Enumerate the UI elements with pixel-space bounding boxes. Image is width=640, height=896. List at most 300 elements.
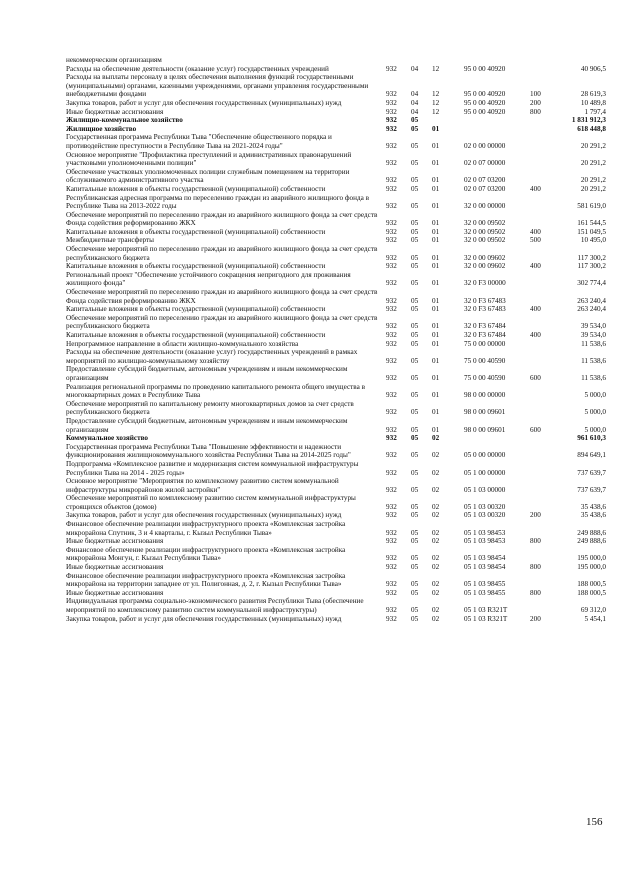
target-article-code: 05 0 00 00000 — [464, 451, 506, 460]
subsection-code: 01 — [432, 331, 440, 339]
table-row — [66, 443, 606, 460]
table-row — [66, 151, 606, 168]
amount: 117 300,2 — [577, 253, 606, 262]
amount: 737 639,7 — [577, 485, 606, 494]
section-code: 05 — [411, 124, 419, 133]
section-code: 05 — [411, 434, 419, 443]
expense-type-code: 800 — [530, 588, 541, 597]
amount: 188 000,5 — [577, 580, 606, 589]
section-code: 05 — [411, 279, 419, 288]
expense-type-code: 400 — [530, 184, 541, 193]
row-name: Республиканская адресная программа по переселению граждан из аварийного жилищного фонда в Республике Тыва на 2013-2022 годы — [66, 193, 370, 211]
amount: 20 291,2 — [580, 141, 606, 150]
section-code: 05 — [411, 528, 419, 537]
row-name: Обеспечение участковых уполномоченных полиции служебным помещением на территории обслуживаемого административного участка — [66, 167, 350, 185]
ministry-code: 932 — [386, 116, 397, 125]
section-code: 05 — [411, 116, 419, 125]
target-article-code: 95 0 00 40920 — [464, 90, 506, 99]
target-article-code: 05 1 03 98454 — [464, 563, 506, 572]
target-article-code: 32 0 00 00000 — [464, 202, 506, 211]
row-name: Межбюджетные трансферты — [66, 236, 154, 245]
row-name: Капитальные вложения в объекты государственной (муниципальной) собственности — [66, 305, 326, 314]
subsection-code: 01 — [432, 262, 440, 271]
target-article-code: 02 0 00 00000 — [464, 141, 506, 150]
row-name: Непрограммное направление в области жилищно-коммунального хозяйства — [66, 339, 299, 348]
table-row — [66, 589, 606, 598]
table-row — [66, 262, 606, 271]
row-name: Основное мероприятие "Профилактика преступлений и административных правонарушений участковыми уполномоченными полиции" — [66, 150, 352, 168]
section-code: 04 — [411, 90, 419, 99]
subsection-code: 02 — [432, 554, 440, 563]
amount: 188 000,5 — [577, 588, 606, 597]
ministry-code: 932 — [386, 236, 397, 245]
table-row — [66, 477, 606, 494]
section-code: 05 — [411, 296, 419, 305]
table-row — [66, 236, 606, 245]
section-code: 05 — [411, 425, 419, 434]
subsection-code: 01 — [432, 253, 440, 262]
table-row — [66, 133, 606, 150]
expense-type-code: 400 — [530, 227, 541, 236]
amount: 39 534,0 — [580, 322, 606, 331]
amount: 20 291,2 — [580, 176, 606, 185]
amount: 249 888,6 — [577, 528, 606, 537]
expense-type-code: 400 — [530, 305, 541, 314]
row-name: Жилищное хозяйство — [66, 124, 137, 133]
expense-type-code: 100 — [530, 90, 541, 99]
table-row — [66, 271, 606, 288]
section-code: 05 — [411, 408, 419, 417]
amount: 10 495,0 — [580, 236, 606, 245]
amount: 581 619,0 — [577, 202, 606, 211]
table-row — [66, 546, 606, 563]
row-name: Расходы на выплаты персоналу в целях обеспечения выполнения функций государственными (муниципальными) органами, казенными учреждениями, органами управления государственными внебюджетными фондами — [66, 73, 369, 99]
target-article-code: 05 1 03 00320 — [464, 502, 506, 511]
table-row — [66, 331, 606, 340]
ministry-code: 932 — [386, 90, 397, 99]
ministry-code: 932 — [386, 124, 397, 133]
target-article-code: 95 0 00 40920 — [464, 64, 506, 73]
table-row — [66, 56, 606, 65]
amount: 894 649,1 — [577, 451, 606, 460]
subsection-code: 01 — [432, 176, 440, 185]
amount: 117 300,2 — [577, 262, 606, 271]
target-article-code: 95 0 00 40920 — [464, 98, 506, 107]
amount: 11 538,6 — [581, 373, 606, 382]
row-name: Обеспечение мероприятий по переселению граждан из аварийного жилищного фонда за счет средств Фонда содействия реформированию ЖКХ — [66, 210, 378, 228]
subsection-code: 01 — [432, 322, 440, 331]
table-row — [66, 460, 606, 477]
row-name: Иные бюджетные ассигнования — [66, 588, 164, 597]
amount: 5 000,0 — [584, 408, 606, 417]
row-name: Подпрограмма «Комплексное развитие и модернизация систем коммунальной инфраструктуры Республики Тыва на 2014 - 2025 годы» — [66, 459, 359, 477]
target-article-code: 98 0 00 00000 — [464, 391, 506, 400]
amount: 1 831 912,3 — [571, 116, 606, 125]
section-code: 05 — [411, 502, 419, 511]
table-row — [66, 314, 606, 331]
table-row — [66, 228, 606, 237]
section-code: 05 — [411, 339, 419, 348]
ministry-code: 932 — [386, 296, 397, 305]
row-name: Обеспечение мероприятий по комплексному развитию систем коммунальной инфраструктуры строящихся объектов (домов) — [66, 494, 356, 511]
row-name: Государственная программа Республики Тыва "Обеспечение общественного порядка и противодействие преступности в Республике Тыва на 2021-2024 годы" — [66, 133, 332, 150]
section-code: 05 — [411, 485, 419, 494]
section-code: 05 — [411, 202, 419, 211]
section-code: 04 — [411, 98, 419, 107]
section-code: 05 — [411, 588, 419, 597]
ministry-code: 932 — [386, 159, 397, 168]
row-name: Капитальные вложения в объекты государственной (муниципальной) собственности — [66, 262, 326, 271]
table-row — [66, 245, 606, 262]
amount: 195 000,0 — [577, 554, 606, 563]
row-name: Обеспечение мероприятий по капитальному ремонту многоквартирных домов за счет средств республиканского бюджета — [66, 399, 354, 417]
subsection-code: 02 — [432, 537, 440, 546]
amount: 5 000,0 — [584, 391, 606, 400]
section-code: 05 — [411, 331, 419, 339]
amount: 69 312,0 — [580, 606, 606, 614]
row-name: Капитальные вложения в объекты государственной (муниципальной) собственности — [66, 227, 326, 236]
row-name: Индивидуальная программа социально-экономического развития Республики Тыва (обеспечение мероприятий по комплексному развитию систем коммунальной инфраструктуры) — [66, 597, 364, 614]
expense-type-code: 600 — [530, 425, 541, 434]
target-article-code: 32 0 F3 67483 — [464, 305, 506, 314]
table-row — [66, 597, 606, 614]
amount: 737 639,7 — [577, 468, 606, 477]
expense-type-code: 600 — [530, 373, 541, 382]
ministry-code: 932 — [386, 391, 397, 400]
ministry-code: 932 — [386, 322, 397, 331]
table-row — [66, 365, 606, 382]
target-article-code: 32 0 F3 67483 — [464, 296, 506, 305]
section-code: 05 — [411, 219, 419, 228]
subsection-code: 01 — [432, 425, 440, 434]
subsection-code: 02 — [432, 606, 440, 614]
row-name: Закупка товаров, работ и услуг для обеспечения государственных (муниципальных) нужд — [66, 511, 342, 520]
amount: 20 291,2 — [580, 159, 606, 168]
target-article-code: 05 1 03 98455 — [464, 580, 506, 589]
row-name: Иные бюджетные ассигнования — [66, 563, 164, 572]
ministry-code: 932 — [386, 202, 397, 211]
subsection-code: 01 — [432, 279, 440, 288]
amount: 5 000,0 — [584, 425, 606, 434]
section-code: 05 — [411, 322, 419, 331]
subsection-code: 01 — [432, 184, 440, 193]
ministry-code: 932 — [386, 425, 397, 434]
table-row — [66, 168, 606, 185]
amount: 961 610,3 — [577, 434, 606, 443]
amount: 35 438,6 — [580, 511, 606, 520]
subsection-code: 02 — [432, 451, 440, 460]
table-row — [66, 340, 606, 349]
section-code: 05 — [411, 356, 419, 365]
subsection-code: 02 — [432, 528, 440, 537]
ministry-code: 932 — [386, 468, 397, 477]
table-row — [66, 537, 606, 546]
subsection-code: 12 — [432, 90, 440, 99]
subsection-code: 02 — [432, 511, 440, 520]
amount: 151 049,5 — [577, 227, 606, 236]
ministry-code: 932 — [386, 107, 397, 116]
target-article-code: 05 1 03 98453 — [464, 528, 506, 537]
target-article-code: 98 0 00 09601 — [464, 425, 506, 434]
ministry-code: 932 — [386, 511, 397, 520]
section-code: 05 — [411, 262, 419, 271]
amount: 302 774,4 — [577, 279, 606, 288]
table-row — [66, 511, 606, 520]
row-name: Закупка товаров, работ и услуг для обеспечения государственных (муниципальных) нужд — [66, 614, 342, 623]
table-row — [66, 348, 606, 365]
amount: 195 000,0 — [577, 563, 606, 572]
expense-type-code: 800 — [530, 563, 541, 572]
subsection-code: 12 — [432, 64, 440, 73]
table-row — [66, 520, 606, 537]
target-article-code: 05 1 03 98454 — [464, 554, 506, 563]
expense-type-code: 400 — [530, 331, 541, 339]
target-article-code: 05 1 03 98453 — [464, 537, 506, 546]
expense-type-code: 500 — [530, 236, 541, 245]
row-name: Расходы на обеспечение деятельности (оказание услуг) государственных учреждений в рамках мероприятий по жилищно-коммунальному хозяйству — [66, 348, 358, 365]
table-row — [66, 494, 606, 511]
table-row — [66, 116, 606, 125]
subsection-code: 02 — [432, 434, 440, 443]
subsection-code: 01 — [432, 202, 440, 211]
section-code: 05 — [411, 580, 419, 589]
target-article-code: 32 0 00 09602 — [464, 262, 506, 271]
target-article-code: 02 0 07 03200 — [464, 176, 506, 185]
target-article-code: 32 0 F3 00000 — [464, 279, 506, 288]
amount: 28 619,3 — [580, 90, 606, 99]
target-article-code: 75 0 00 40590 — [464, 373, 506, 382]
section-code: 05 — [411, 184, 419, 193]
row-name: Предоставление субсидий бюджетным, автономным учреждениям и иным некоммерческим организациям — [66, 416, 348, 434]
target-article-code: 05 1 03 00000 — [464, 485, 506, 494]
ministry-code: 932 — [386, 373, 397, 382]
target-article-code: 32 0 00 09602 — [464, 253, 506, 262]
ministry-code: 932 — [386, 176, 397, 185]
row-name: Коммунальное хозяйство — [66, 434, 149, 443]
subsection-code: 02 — [432, 563, 440, 572]
table-row — [66, 563, 606, 572]
amount: 618 448,8 — [577, 124, 606, 133]
target-article-code: 05 1 03 98455 — [464, 588, 506, 597]
ministry-code: 932 — [386, 537, 397, 546]
target-article-code: 32 0 00 09502 — [464, 219, 506, 228]
amount: 263 240,4 — [577, 305, 606, 314]
subsection-code: 02 — [432, 614, 440, 623]
row-name: Иные бюджетные ассигнования — [66, 537, 164, 546]
subsection-code: 12 — [432, 98, 440, 107]
table-row — [66, 125, 606, 134]
table-row — [66, 108, 606, 117]
row-name: Финансовое обеспечение реализации инфраструктурного проекта «Комплексная застройка микрорайона Спутник, 3 и 4 кварталы, г. Кызыл Республики Тыва» — [66, 520, 346, 537]
ministry-code: 932 — [386, 227, 397, 236]
subsection-code: 01 — [432, 124, 440, 133]
amount: 35 438,6 — [580, 502, 606, 511]
page-number: 156 — [586, 816, 603, 828]
table-row — [66, 99, 606, 108]
ministry-code: 932 — [386, 434, 397, 443]
ministry-code: 932 — [386, 528, 397, 537]
subsection-code: 01 — [432, 305, 440, 314]
table-row — [66, 417, 606, 434]
section-code: 05 — [411, 236, 419, 245]
target-article-code: 75 0 00 40590 — [464, 356, 506, 365]
ministry-code: 932 — [386, 614, 397, 623]
amount: 11 538,6 — [581, 339, 606, 348]
row-name: Капитальные вложения в объекты государственной (муниципальной) собственности — [66, 331, 326, 339]
target-article-code: 32 0 00 09502 — [464, 236, 506, 245]
table-row — [66, 211, 606, 228]
ministry-code: 932 — [386, 98, 397, 107]
subsection-code: 01 — [432, 159, 440, 168]
target-article-code: 75 0 00 00000 — [464, 339, 506, 348]
amount: 249 888,6 — [577, 537, 606, 546]
row-name: Обеспечение мероприятий по переселению граждан из аварийного жилищного фонда за счет средств республиканского бюджета — [66, 245, 378, 262]
section-code: 05 — [411, 511, 419, 520]
amount: 1 797,4 — [584, 107, 606, 116]
row-name: Обеспечение мероприятий по переселению граждан из аварийного жилищного фонда за счет средств республиканского бюджета — [66, 313, 378, 331]
ministry-code: 932 — [386, 588, 397, 597]
row-name: Обеспечение мероприятий по переселению граждан из аварийного жилищного фонда за счет средств Фонда содействия реформированию ЖКХ — [66, 288, 378, 305]
amount: 161 544,5 — [577, 219, 606, 228]
target-article-code: 32 0 F3 67484 — [464, 322, 506, 331]
subsection-code: 01 — [432, 219, 440, 228]
ministry-code: 932 — [386, 408, 397, 417]
section-code: 05 — [411, 554, 419, 563]
expense-type-code: 800 — [530, 537, 541, 546]
row-name: Закупка товаров, работ и услуг для обеспечения государственных (муниципальных) нужд — [66, 98, 342, 107]
target-article-code: 95 0 00 40920 — [464, 107, 506, 116]
section-code: 05 — [411, 373, 419, 382]
target-article-code: 05 1 03 R321T — [464, 606, 508, 614]
ministry-code: 932 — [386, 64, 397, 73]
target-article-code: 05 1 00 00000 — [464, 468, 506, 477]
section-code: 04 — [411, 107, 419, 116]
subsection-code: 01 — [432, 391, 440, 400]
ministry-code: 932 — [386, 253, 397, 262]
ministry-code: 932 — [386, 580, 397, 589]
subsection-code: 01 — [432, 141, 440, 150]
amount: 39 534,0 — [580, 331, 606, 339]
section-code: 05 — [411, 606, 419, 614]
ministry-code: 932 — [386, 356, 397, 365]
ministry-code: 932 — [386, 279, 397, 288]
section-code: 05 — [411, 141, 419, 150]
table-row — [66, 288, 606, 305]
section-code: 05 — [411, 614, 419, 623]
target-article-code: 02 0 07 00000 — [464, 159, 506, 168]
target-article-code: 32 0 00 09502 — [464, 227, 506, 236]
section-code: 05 — [411, 159, 419, 168]
subsection-code: 01 — [432, 373, 440, 382]
target-article-code: 02 0 07 03200 — [464, 184, 506, 193]
ministry-code: 932 — [386, 305, 397, 314]
expense-type-code: 200 — [530, 98, 541, 107]
subsection-code: 01 — [432, 236, 440, 245]
ministry-code: 932 — [386, 141, 397, 150]
row-name: Финансовое обеспечение реализации инфраструктурного проекта «Комплексная застройка микрорайона Монгун, г. Кызыл Республики Тыва» — [66, 545, 346, 563]
section-code: 05 — [411, 563, 419, 572]
budget-table — [66, 56, 606, 623]
row-name: Основное мероприятие "Мероприятия по комплексному развитию систем коммунальной инфраструктуры микрорайонов жилой застройки" — [66, 477, 339, 494]
row-name: Региональный проект "Обеспечение устойчивого сокращения непригодного для проживания жилищного фонда" — [66, 270, 351, 288]
row-name: Капитальные вложения в объекты государственной (муниципальной) собственности — [66, 184, 326, 193]
subsection-code: 02 — [432, 468, 440, 477]
ministry-code: 932 — [386, 606, 397, 614]
expense-type-code: 200 — [530, 511, 541, 520]
row-name: Финансовое обеспечение реализации инфраструктурного проекта «Комплексная застройка микрорайона на территории западнее от ул. Полигонная, д. 2, г. Кызыл Республики Тыва» — [66, 571, 346, 589]
row-name: Предоставление субсидий бюджетным, автономным учреждениям и иным некоммерческим организациям — [66, 365, 348, 382]
amount: 5 454,1 — [584, 614, 606, 623]
table-row — [66, 400, 606, 417]
section-code: 04 — [411, 64, 419, 73]
target-article-code: 98 0 00 09601 — [464, 408, 506, 417]
ministry-code: 932 — [386, 502, 397, 511]
expense-type-code: 200 — [530, 614, 541, 623]
subsection-code: 02 — [432, 485, 440, 494]
ministry-code: 932 — [386, 184, 397, 193]
expense-type-code: 400 — [530, 262, 541, 271]
subsection-code: 01 — [432, 296, 440, 305]
ministry-code: 932 — [386, 451, 397, 460]
ministry-code: 932 — [386, 219, 397, 228]
subsection-code: 02 — [432, 502, 440, 511]
table-row — [66, 65, 606, 74]
amount: 10 489,8 — [580, 98, 606, 107]
section-code: 05 — [411, 468, 419, 477]
row-name: некоммерческим организациям — [66, 56, 162, 64]
subsection-code: 01 — [432, 339, 440, 348]
ministry-code: 932 — [386, 339, 397, 348]
row-name: Государственная программа Республики Тыва "Повышение эффективности и надежности функционирования жилищнокоммунального хозяйства Республики Тыва на 2014-2025 годы" — [66, 442, 351, 460]
section-code: 05 — [411, 391, 419, 400]
ministry-code: 932 — [386, 554, 397, 563]
subsection-code: 01 — [432, 408, 440, 417]
subsection-code: 02 — [432, 580, 440, 589]
table-row — [66, 305, 606, 314]
target-article-code: 05 1 03 R321T — [464, 614, 508, 623]
subsection-code: 02 — [432, 588, 440, 597]
ministry-code: 932 — [386, 262, 397, 271]
table-row — [66, 615, 606, 624]
table-row — [66, 383, 606, 400]
table-row — [66, 434, 606, 443]
row-name: Иные бюджетные ассигнования — [66, 107, 164, 116]
amount: 11 538,6 — [581, 356, 606, 365]
ministry-code: 932 — [386, 331, 397, 339]
subsection-code: 01 — [432, 227, 440, 236]
section-code: 05 — [411, 537, 419, 546]
row-name: Реализация региональной программы по проведению капитального ремонта общего имущества в многоквартирных домах в Республике Тыва — [66, 382, 365, 400]
amount: 40 906,5 — [580, 64, 606, 73]
table-row — [66, 185, 606, 194]
row-name: Расходы на обеспечение деятельности (оказание услуг) государственных учреждений — [66, 64, 329, 73]
section-code: 05 — [411, 253, 419, 262]
amount: 263 240,4 — [577, 296, 606, 305]
section-code: 05 — [411, 305, 419, 314]
amount: 20 291,2 — [580, 184, 606, 193]
table-row — [66, 572, 606, 589]
subsection-code: 01 — [432, 356, 440, 365]
ministry-code: 932 — [386, 563, 397, 572]
target-article-code: 32 0 F3 67484 — [464, 331, 506, 339]
subsection-code: 12 — [432, 107, 440, 116]
expense-type-code: 800 — [530, 107, 541, 116]
row-name: Жилищно-коммунальное хозяйство — [66, 116, 183, 125]
section-code: 05 — [411, 176, 419, 185]
section-code: 05 — [411, 227, 419, 236]
section-code: 05 — [411, 451, 419, 460]
table-row — [66, 73, 606, 99]
